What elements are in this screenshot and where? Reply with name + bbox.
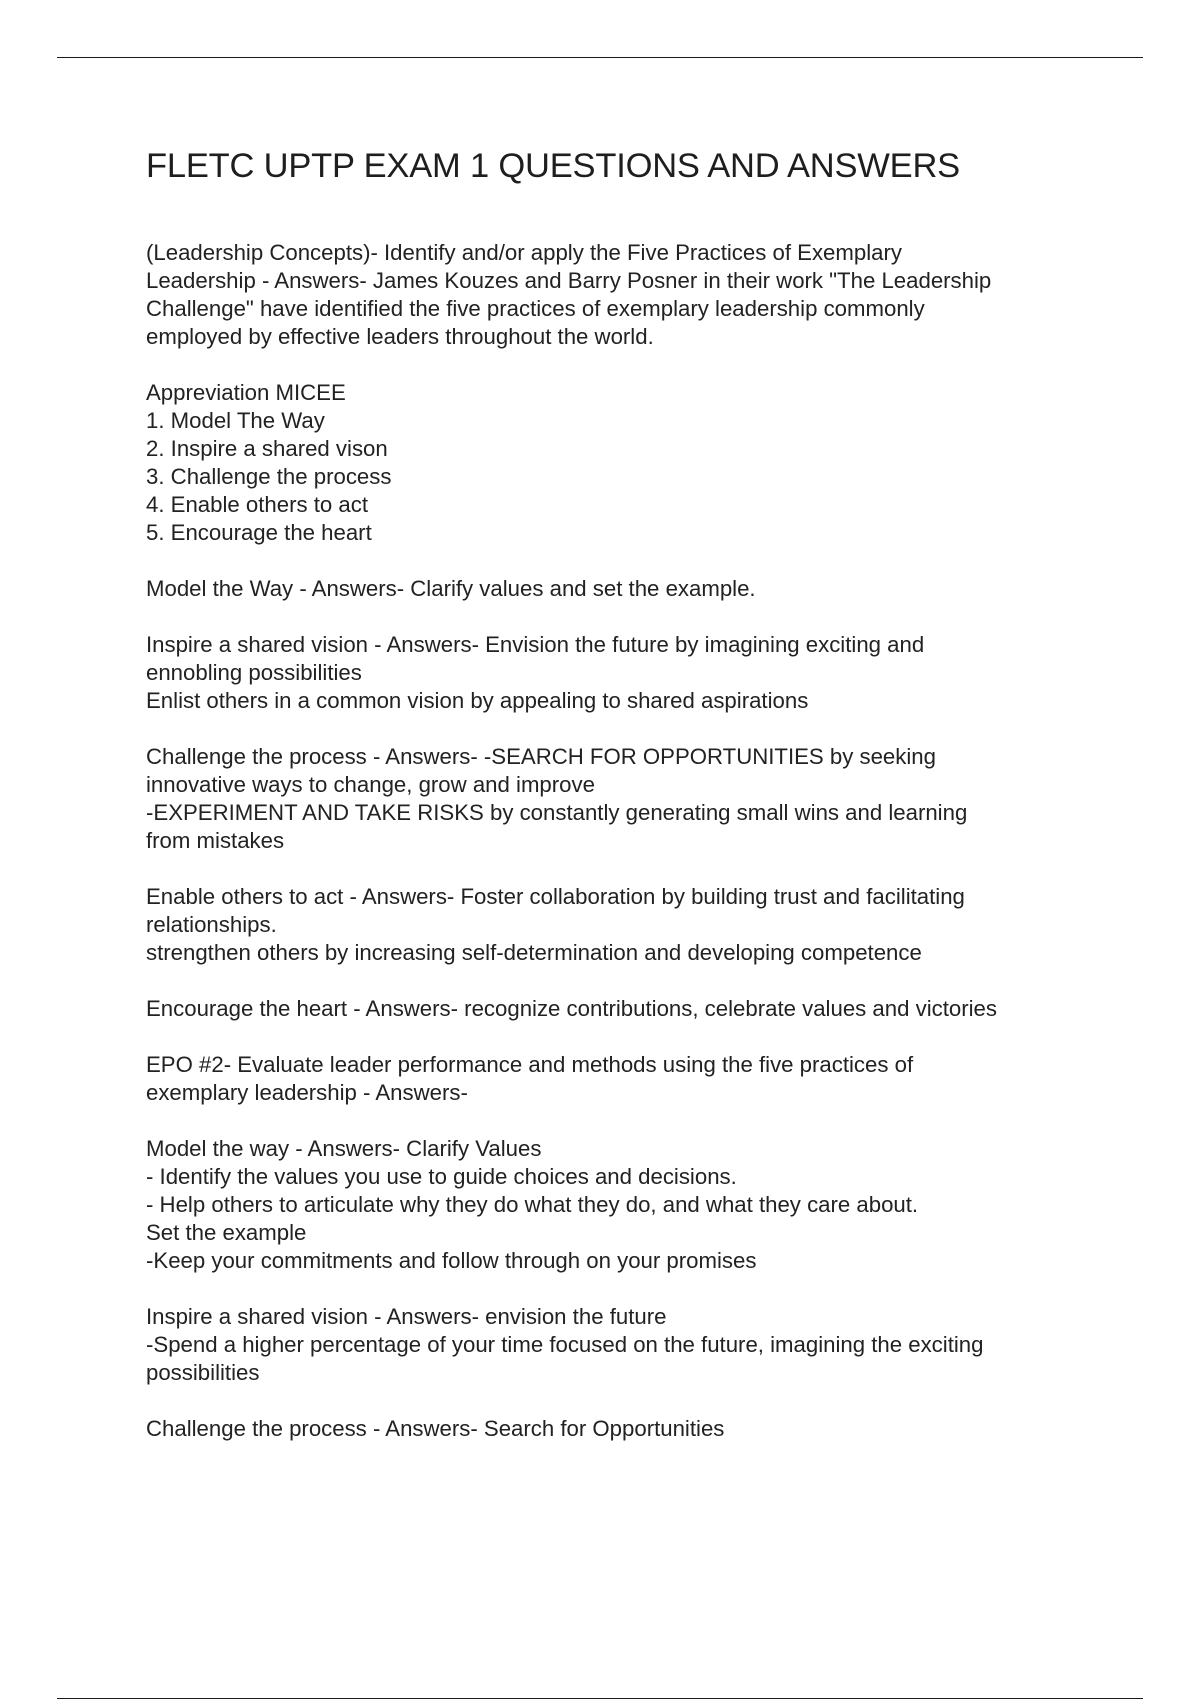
text-line: Challenge the process - Answers- -SEARCH FOR OPPORTUNITIES by seeking xyxy=(146,744,936,769)
text-line: Inspire a shared vision - Answers- Envision the future by imagining exciting and xyxy=(146,632,925,657)
text-line: relationships. xyxy=(146,912,277,937)
text-line: from mistakes xyxy=(146,828,285,853)
list-item: 1. Model The Way xyxy=(146,408,325,433)
paragraph-leadership-concepts xyxy=(146,239,1146,351)
paragraph-encourage-the-heart xyxy=(146,995,1146,1023)
paragraph-model-the-way-values xyxy=(146,1135,1146,1275)
document-title: FLETC UPTP EXAM 1 QUESTIONS AND ANSWERS xyxy=(146,147,960,185)
text-line: Model the way - Answers- Clarify Values xyxy=(146,1136,542,1161)
bottom-divider xyxy=(57,1698,1143,1699)
text-line: innovative ways to change, grow and improve xyxy=(146,772,595,797)
text-line: Challenge" have identified the five practices of exemplary leadership commonly xyxy=(146,296,925,321)
list-item: 5. Encourage the heart xyxy=(146,520,372,545)
text-line: Set the example xyxy=(146,1220,307,1245)
paragraph-inspire-shared-vision xyxy=(146,631,1146,715)
list-item: 2. Inspire a shared vison xyxy=(146,436,388,461)
text-line: exemplary leadership - Answers- xyxy=(146,1080,468,1105)
list-item: 4. Enable others to act xyxy=(146,492,369,517)
text-line: Enlist others in a common vision by appealing to shared aspirations xyxy=(146,688,809,713)
top-divider xyxy=(57,57,1143,58)
list-heading: Appreviation MICEE xyxy=(146,380,346,405)
document-page xyxy=(146,144,1146,1471)
text-line: Encourage the heart - Answers- recognize contributions, celebrate values and victories xyxy=(146,996,997,1021)
text-line: Inspire a shared vision - Answers- envision the future xyxy=(146,1304,667,1329)
paragraph-model-the-way xyxy=(146,575,1146,603)
text-line: ennobling possibilities xyxy=(146,660,362,685)
text-line: Enable others to act - Answers- Foster collaboration by building trust and facilitating xyxy=(146,884,965,909)
text-line: - Identify the values you use to guide choices and decisions. xyxy=(146,1164,737,1189)
list-item: 3. Challenge the process xyxy=(146,464,392,489)
paragraph-challenge-the-process xyxy=(146,743,1146,855)
paragraph-micee-list xyxy=(146,379,1146,547)
document-body xyxy=(146,239,1146,1443)
text-line: -EXPERIMENT AND TAKE RISKS by constantly generating small wins and learning xyxy=(146,800,968,825)
text-line: (Leadership Concepts)- Identify and/or apply the Five Practices of Exemplary xyxy=(146,240,902,265)
paragraph-enable-others xyxy=(146,883,1146,967)
text-line: -Keep your commitments and follow through on your promises xyxy=(146,1248,757,1273)
text-line: strengthen others by increasing self-determination and developing competence xyxy=(146,940,922,965)
paragraph-inspire-vision-future xyxy=(146,1303,1146,1387)
text-line: employed by effective leaders throughout the world. xyxy=(146,324,654,349)
text-line: -Spend a higher percentage of your time focused on the future, imagining the exciting xyxy=(146,1332,984,1357)
text-line: EPO #2- Evaluate leader performance and methods using the five practices of xyxy=(146,1052,914,1077)
text-line: Challenge the process - Answers- Search for Opportunities xyxy=(146,1416,725,1441)
text-line: - Help others to articulate why they do what they do, and what they care about. xyxy=(146,1192,919,1217)
text-line: Leadership - Answers- James Kouzes and Barry Posner in their work "The Leadership xyxy=(146,268,992,293)
text-line: possibilities xyxy=(146,1360,260,1385)
text-line: Model the Way - Answers- Clarify values and set the example. xyxy=(146,576,756,601)
paragraph-challenge-opportunities xyxy=(146,1415,1146,1443)
paragraph-epo-2 xyxy=(146,1051,1146,1107)
